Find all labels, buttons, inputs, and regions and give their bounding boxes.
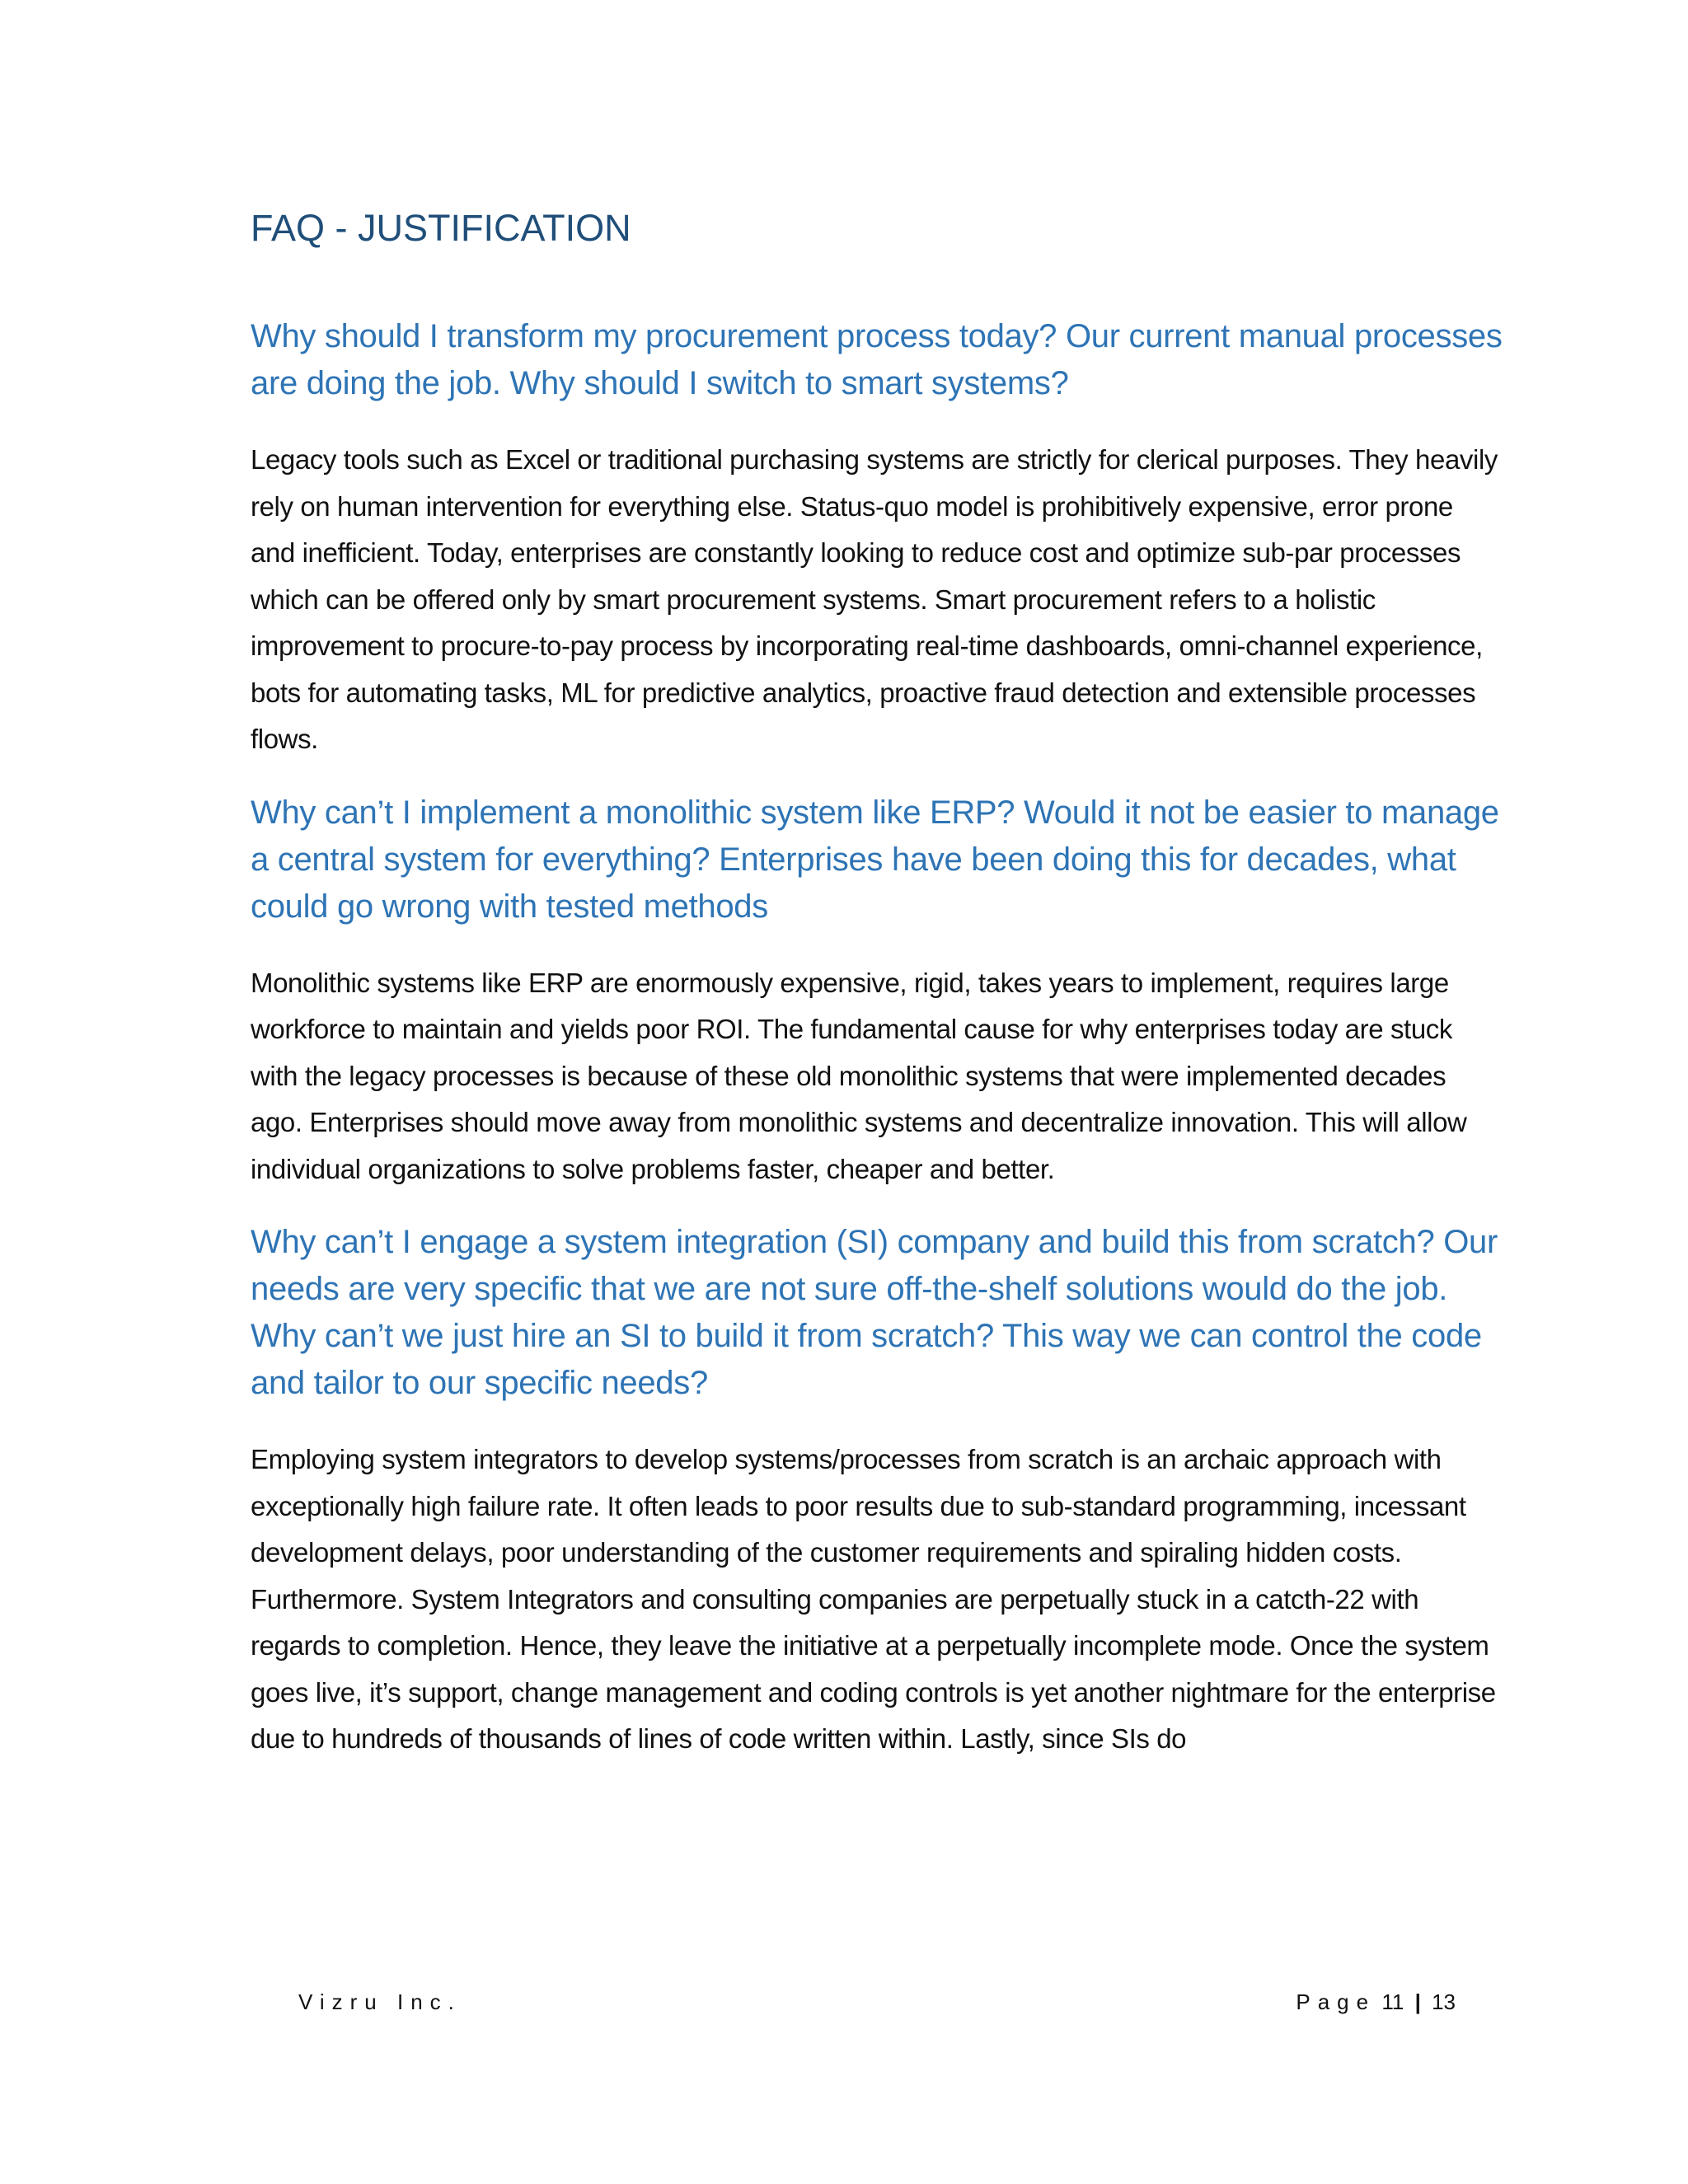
faq-answer-3: Employing system integrators to develop systems/processes from scratch is an archaic approach with exceptionally high failure rate. It often leads to poor results due to sub-standard programming, incessant development delays, poor understanding of the customer requirements and spiraling hidden costs. Furthermore. System Integrators and consulting companies are perpetually stuck in a catcth-22 with regards to completion. Hence, they leave the initiative at a perpetually incomplete mode. Once the system goes live, it’s support, change management and coding controls is yet another nightmare for the enterprise due to hundreds of thousands of lines of code written within. Lastly, since SIs do: [251, 1444, 1496, 1754]
faq-question-2: Why can’t I implement a monolithic system like ERP? Would it not be easier to manage a central system for everything? Enterprises have been doing this for decades, what could go wrong with tested methods: [251, 794, 1499, 925]
page-title: FAQ - JUSTIFICATION: [251, 207, 631, 249]
faq-answer-1: Legacy tools such as Excel or traditional purchasing systems are strictly for clerical purposes. They heavily rely on human intervention for everything else. Status-quo model is prohibitively expensive, error prone and inefficient. Today, enterprises are constantly looking to reduce cost and optimize sub-par processes which can be offered only by smart procurement systems. Smart procurement refers to a holistic improvement to procure-to-pay process by incorporating real-time dashboards, omni-channel experience, bots for automating tasks, ML for predictive analytics, proactive fraud detection and extensible processes flows.: [251, 444, 1498, 754]
faq-answer-2: Monolithic systems like ERP are enormously expensive, rigid, takes years to implement, requires large workforce to maintain and yields poor ROI. The fundamental cause for why enterprises today are stuck with the legacy processes is because of these old monolithic systems that were implemented decades ago. Enterprises should move away from monolithic systems and decentralize innovation. This will allow individual organizations to solve problems faster, cheaper and better.: [251, 967, 1467, 1184]
footer-company-name: Vizru Inc.: [298, 1990, 462, 2014]
footer-page-total: 13: [1432, 1990, 1456, 2014]
footer-separator: |: [1414, 1990, 1421, 2014]
footer-page-number: 11: [1381, 1990, 1404, 2014]
footer-page-indicator: [1296, 1990, 1456, 2015]
faq-question-3: Why can’t I engage a system integration (SI) company and build this from scratch? Our needs are very specific that we are not sure off-the-shelf solutions would do the job. Why can’t we just hire an SI to build it from scratch? This way we can control the code and tailor to our specific needs?: [251, 1224, 1498, 1401]
page-footer: [298, 1990, 1456, 2022]
footer-page-label: Page: [1296, 1990, 1376, 2014]
page-content: [251, 199, 1503, 1763]
faq-question-1: Why should I transform my procurement process today? Our current manual processes are doing the job. Why should I switch to smart systems?: [251, 318, 1503, 401]
